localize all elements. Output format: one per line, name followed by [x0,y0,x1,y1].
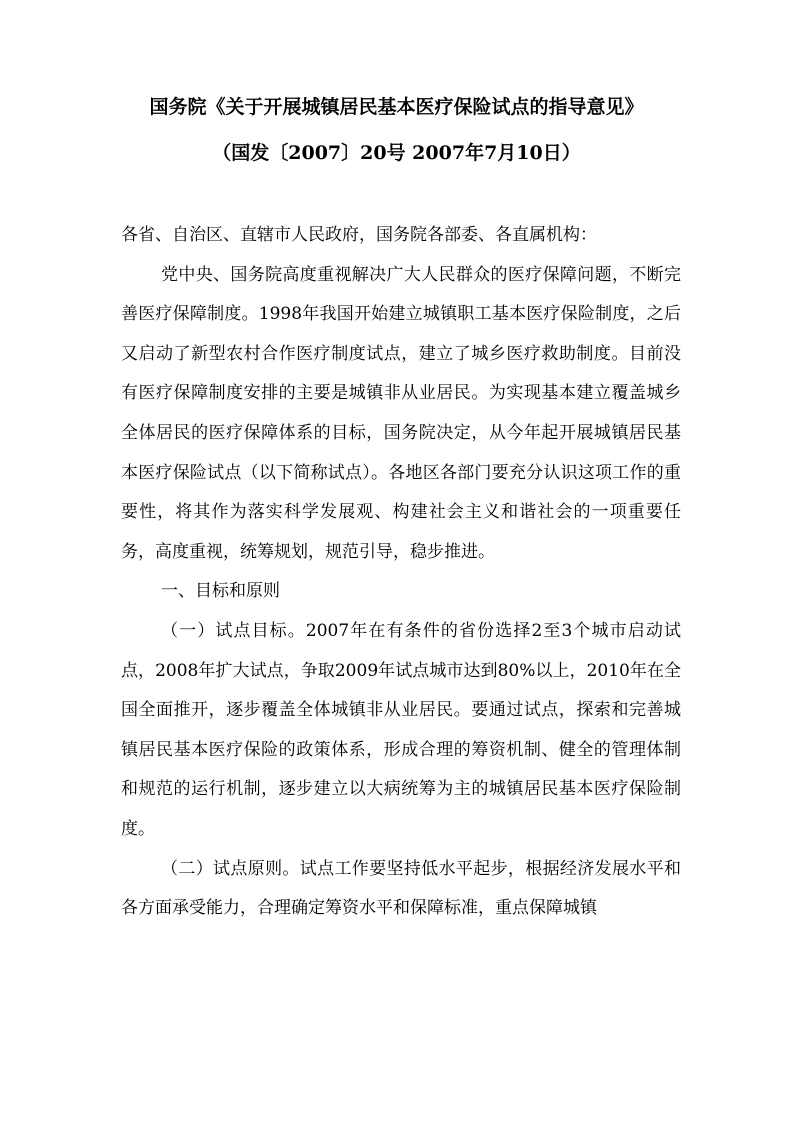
paragraph-preamble: 党中央、国务院高度重视解决广大人民群众的医疗保障问题，不断完善医疗保障制度。1998年我国开始建立城镇职工基本医疗保险制度，之后又启动了新型农村合作医疗制度试点，建立了城乡医疗救助制度。目前没有医疗保障制度安排的主要是城镇非从业居民。为实现基本建立覆盖城乡全体居民的医疗保障体系的目标，国务院决定，从今年起开展城镇居民基本医疗保险试点（以下简称试点）。各地区各部门要充分认识这项工作的重要性，将其作为落实科学发展观、构建社会主义和谐社会的一项重要任务，高度重视，统筹规划，规范引导，稳步推进。 [121,264,681,562]
salutation: 各省、自治区、直辖市人民政府，国务院各部委、各直属机构： [121,225,597,245]
document-body [121,216,681,929]
document-title: 国务院《关于开展城镇居民基本医疗保险试点的指导意见》 [149,96,644,118]
paragraph-pilot-goals: （一）试点目标。2007年在有条件的省份选择2至3个城市启动试点，2008年扩大试点，争取2009年试点城市达到80%以上，2010年在全国全面推开，逐步覆盖全体城镇非从业居民。要通过试点，探索和完善城镇居民基本医疗保险的政策体系，形成合理的筹资机制、健全的管理体制和规范的运行机制，逐步建立以大病统筹为主的城镇居民基本医疗保险制度。 [121,620,681,839]
section-heading-goals-principles: 一、目标和原则 [161,581,280,602]
document-subtitle: （国发〔2007〕20号 2007年7月10日） [212,142,581,164]
paragraph-pilot-principles: （二）试点原则。试点工作要坚持低水平起步，根据经济发展水平和各方面承受能力，合理确定筹资水平和保障标准，重点保障城镇 [121,858,681,919]
